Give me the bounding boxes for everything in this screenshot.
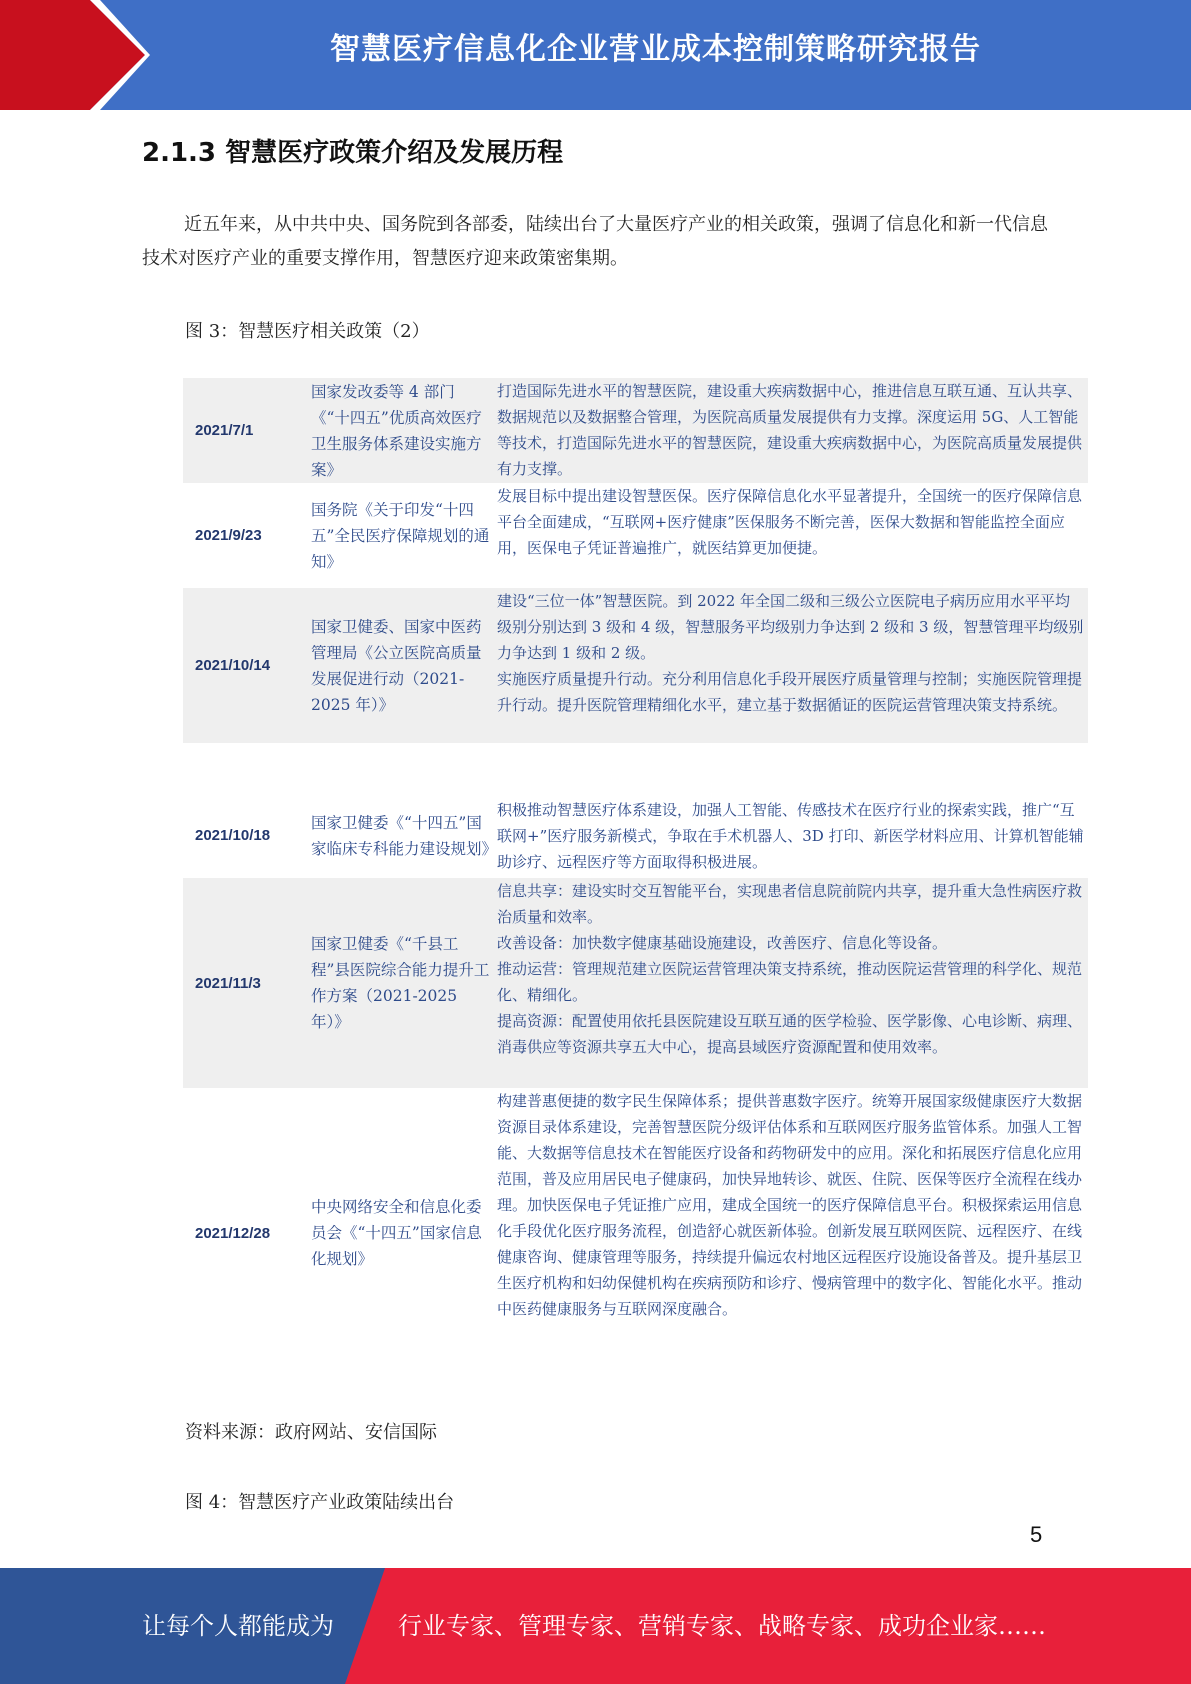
table-row (183, 1088, 1088, 1378)
policy-table (183, 378, 1088, 1378)
footer-slogan-right: 行业专家、管理专家、营销专家、战略专家、成功企业家…… (398, 1612, 1046, 1640)
policy-date: 2021/10/14 (195, 657, 271, 674)
report-title: 智慧医疗信息化企业营业成本控制策略研究报告 (330, 32, 981, 67)
page-header (0, 0, 1191, 110)
page-number: 5 (1030, 1522, 1043, 1547)
policy-issuer: 国家发改委等 4 部门《“十四五”优质高效医疗卫生服务体系建设实施方案》 (311, 382, 482, 479)
policy-issuer: 国家卫健委《“十四五”国家临床专科能力建设规划》 (311, 813, 498, 858)
table-row (183, 588, 1088, 743)
intro-paragraph: 近五年来，从中共中央、国务院到各部委，陆续出台了大量医疗产业的相关政策，强调了信息化和新一代信息技术对医疗产业的重要支撑作用，智慧医疗迎来政策密集期。 (142, 214, 1048, 269)
policy-content-line: 提高资源：配置使用依托县医院建设互联互通的医学检验、医学影像、心电诊断、病理、消毒供应等资源共享五大中心，提高县域医疗资源配置和使用效率。 (497, 1012, 1083, 1056)
policy-content-line: 改善设备：加快数字健康基础设施建设，改善医疗、信息化等设备。 (497, 934, 948, 952)
policy-content (495, 483, 1088, 588)
table-gap (183, 743, 1088, 793)
footer-slogan-left: 让每个人都能成为 (142, 1612, 334, 1640)
policy-date: 2021/11/3 (195, 974, 261, 992)
policy-content-line: 信息共享：建设实时交互智能平台，实现患者信息院前院内共享，提升重大急性病医疗救治质量和效率。 (497, 882, 1083, 926)
table-row (183, 793, 1088, 878)
table-row (183, 378, 1088, 483)
policy-content-line: 建设“三位一体”智慧医院。到 2022 年全国二级和三级公立医院电子病历应用水平平均级别分别达到 3 级和 4 级，智慧服务平均级别力争达到 2 级和 3 级，智慧管理平均级别力争达到 1 级和 2 级。 (497, 592, 1084, 662)
policy-content-line: 推动运营：管理规范建立医院运营管理决策支持系统，推动医院运营管理的科学化、规范化、精细化。 (497, 960, 1083, 1004)
policy-content-line: 积极推动智慧医疗体系建设，加强人工智能、传感技术在医疗行业的探索实践，推广“互联网+”医疗服务新模式，争取在手术机器人、3D 打印、新医学材料应用、计算机智能辅助诊疗、远程医疗等方面取得积极进展。 (497, 800, 1084, 871)
policy-date: 2021/12/28 (195, 1224, 271, 1242)
figure-3-caption: 图 3：智慧医疗相关政策（2） (185, 321, 430, 342)
policy-date: 2021/7/1 (195, 422, 254, 439)
policy-issuer: 国家卫健委《“千县工程”县医院综合能力提升工作方案（2021-2025 年）》 (311, 935, 490, 1031)
policy-content-line: 构建普惠便捷的数字民生保障体系；提供普惠数字医疗。统筹开展国家级健康医疗大数据资源目录体系建设，完善智慧医院分级评估体系和互联网医疗服务监管体系。加强人工智能、大数据等信息技术在智能医疗设备和药物研发中的应用。深化和拓展医疗信息化应用范围，普及应用居民电子健康码，加快异地转诊、就医、住院、医保等医疗全流程在线办理。加快医保电子凭证推广应用，建成全国统一的医疗保障信息平台。积极探索运用信息化手段优化医疗服务流程，创造舒心就医新体验。创新发展互联网医院、远程医疗、在线健康咨询、健康管理等服务，持续提升偏远农村地区远程医疗设施设备普及。提升基层卫生医疗机构和妇幼保健机构在疾病预防和诊疗、慢病管理中的数字化、智能化水平。推动中医药健康服务与互联网深度融合。 (497, 1092, 1083, 1318)
table-row (183, 878, 1088, 1088)
policy-date: 2021/10/18 (195, 827, 271, 844)
policy-content-line: 实施医疗质量提升行动。充分利用信息化手段开展医疗质量管理与控制；实施医院管理提升行动。提升医院管理精细化水平，建立基于数据循证的医院运营管理决策支持系统。 (497, 670, 1083, 714)
policy-issuer: 中央网络安全和信息化委员会《“十四五”国家信息化规划》 (311, 1198, 482, 1268)
policy-issuer: 国务院《关于印发“十四五”全民医疗保障规划的通知》 (311, 500, 490, 571)
table-row (183, 483, 1088, 588)
policy-content (495, 797, 1088, 875)
figure-4-caption: 图 4：智慧医疗产业政策陆续出台 (185, 1492, 455, 1513)
policy-content (495, 588, 1088, 743)
policy-content (495, 378, 1088, 483)
policy-content-line: 发展目标中提出建设智慧医保。医疗保障信息化水平显著提升，全国统一的医疗保障信息平台全面建成，“互联网+医疗健康”医保服务不断完善，医保大数据和智能监控全面应用，医保电子凭证普遍推广，就医结算更加便捷。 (497, 487, 1083, 557)
policy-content-line: 打造国际先进水平的智慧医院，建设重大疾病数据中心，推进信息互联互通、互认共享、数据规范以及数据整合管理，为医院高质量发展提供有力支撑。深度运用 5G、人工智能等技术，打造国际先进水平的智慧医院，建设重大疾病数据中心，为医院高质量发展提供有力支撑。 (497, 382, 1083, 478)
policy-content (495, 1088, 1088, 1378)
policy-content (495, 878, 1088, 1088)
page-footer (0, 1568, 1191, 1684)
policy-issuer: 国家卫健委、国家中医药管理局《公立医院高质量发展促进行动（2021-2025 年）》 (311, 617, 482, 714)
policy-date: 2021/9/23 (195, 527, 262, 544)
source-note: 资料来源：政府网站、安信国际 (185, 1422, 437, 1443)
red-arrow-wedge (0, 0, 150, 110)
section-heading: 2.1.3 智慧医疗政策介绍及发展历程 (142, 138, 564, 168)
